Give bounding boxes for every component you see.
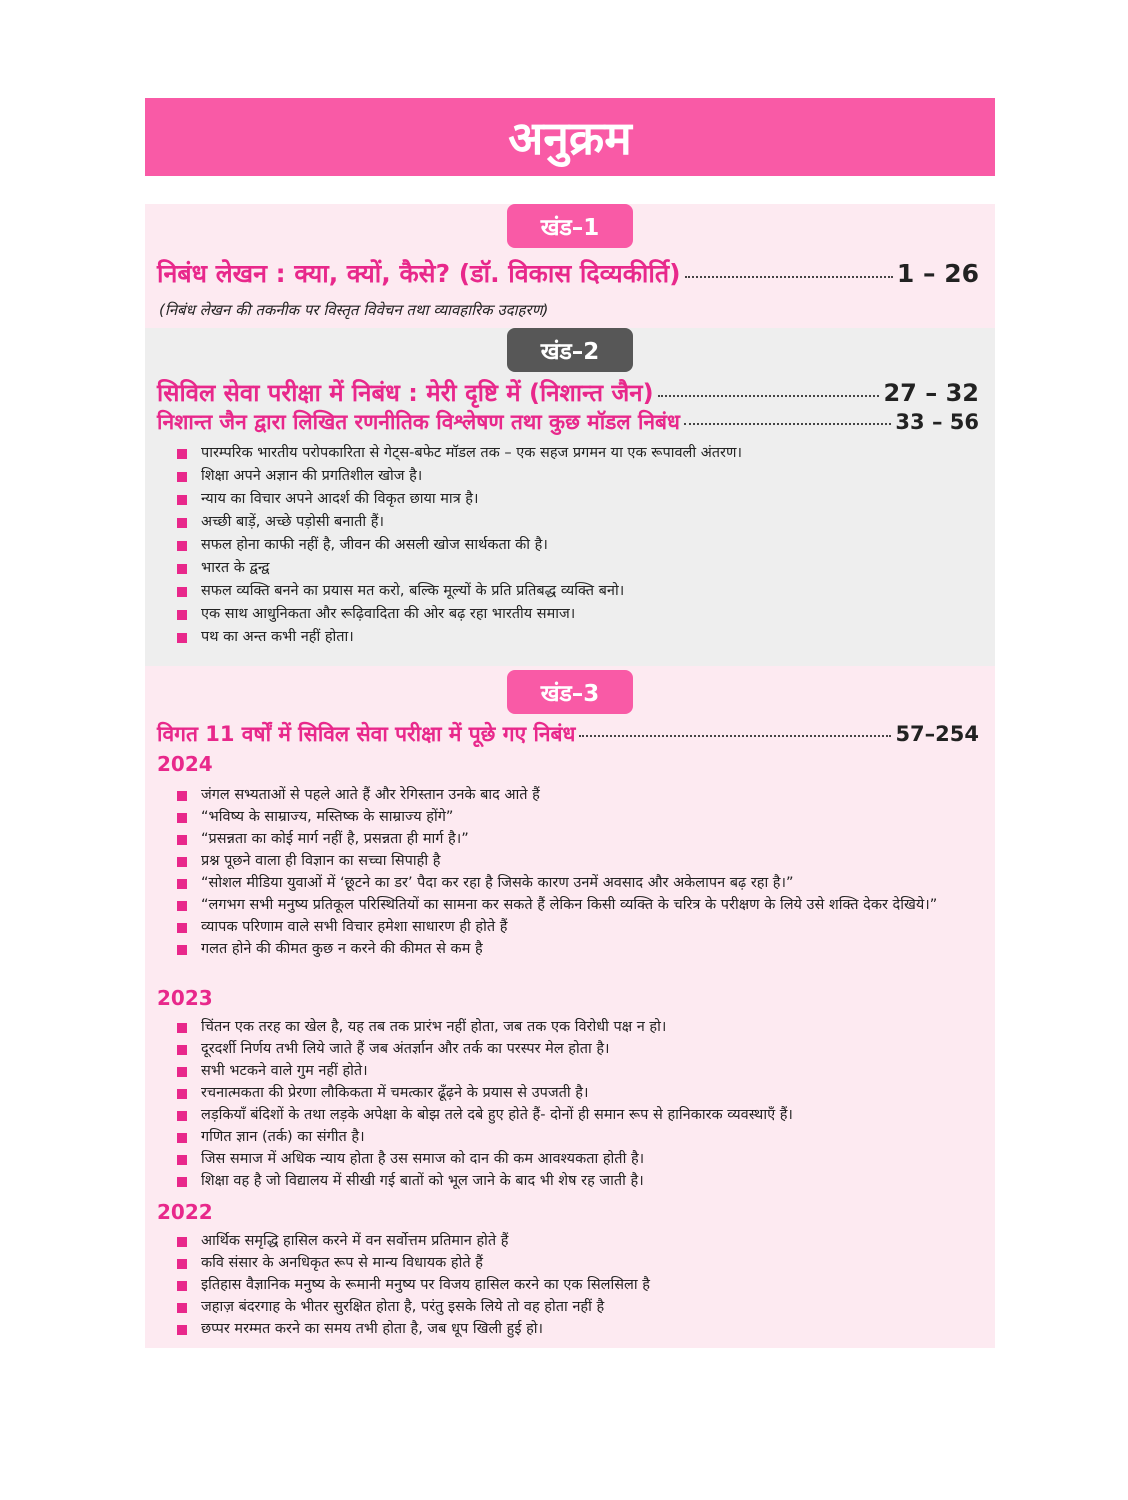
list-item: गणित ज्ञान (तर्क) का संगीत है। — [177, 1128, 985, 1146]
list-item: रचनात्मकता की प्रेरणा लौकिकता में चमत्कार ढूँढ़ने के प्रयास से उपजती है। — [177, 1084, 985, 1102]
list-item: पारम्परिक भारतीय परोपकारिता से गेट्स-बफेट मॉडल तक – एक सहज प्रगमन या एक रूपावली अंतरण। — [177, 444, 985, 462]
section-3 — [145, 666, 995, 1348]
bullet-square-icon — [177, 879, 187, 889]
bullet-square-icon — [177, 1281, 187, 1291]
year-heading-2024: 2024 — [157, 752, 213, 776]
dot-leader — [685, 276, 893, 278]
entry-title: निबंध लेखन : क्या, क्यों, कैसे? (डॉ. विकास दिव्यकीर्ति) — [157, 259, 681, 288]
bullet-square-icon — [177, 945, 187, 955]
list-item: प्रश्न पूछने वाला ही विज्ञान का सच्चा सिपाही है — [177, 852, 985, 870]
bullet-square-icon — [177, 791, 187, 801]
bullet-square-icon — [177, 1325, 187, 1335]
list-item: न्याय का विचार अपने आदर्श की विकृत छाया मात्र है। — [177, 490, 985, 508]
list-item: एक साथ आधुनिकता और रूढ़िवादिता की ओर बढ़ रहा भारतीय समाज। — [177, 605, 985, 623]
entry-title: निशान्त जैन द्वारा लिखित रणनीतिक विश्लेषण तथा कुछ मॉडल निबंध — [157, 410, 680, 434]
list-item: छप्पर मरम्मत करने का समय तभी होता है, जब धूप खिली हुई हो। — [177, 1320, 985, 1338]
entry-title: विगत 11 वर्षों में सिविल सेवा परीक्षा में पूछे गए निबंध — [157, 722, 576, 746]
list-item: व्यापक परिणाम वाले सभी विचार हमेशा साधारण ही होते हैं — [177, 918, 985, 936]
page-title-bar — [145, 98, 995, 176]
bullet-square-icon — [177, 1155, 187, 1165]
entry-pages: 57–254 — [895, 722, 979, 746]
bullet-square-icon — [177, 1133, 187, 1143]
year-2023-list — [177, 1018, 985, 1194]
list-item: गलत होने की कीमत कुछ न करने की कीमत से कम है — [177, 940, 985, 958]
list-item: सफल व्यक्ति बनने का प्रयास मत करो, बल्कि मूल्यों के प्रति प्रतिबद्ध व्यक्ति बनो। — [177, 582, 985, 600]
section-3-entry[interactable] — [157, 720, 979, 748]
page-title: अनुक्रम — [508, 111, 632, 165]
bullet-square-icon — [177, 610, 187, 620]
list-item: “लगभग सभी मनुष्य प्रतिकूल परिस्थितियों का सामना कर सकते हैं लेकिन किसी व्यक्ति के चरित्र के परीक्षण के लिये उसे शक्ति देकर देखिये।” — [177, 896, 985, 914]
entry-pages: 27 – 32 — [883, 379, 979, 407]
year-heading-2023: 2023 — [157, 986, 213, 1010]
bullet-square-icon — [177, 1023, 187, 1033]
bullet-square-icon — [177, 495, 187, 505]
bullet-square-icon — [177, 1089, 187, 1099]
list-item: पथ का अन्त कभी नहीं होता। — [177, 628, 985, 646]
section-1-entry[interactable] — [157, 256, 979, 290]
list-item: शिक्षा अपने अज्ञान की प्रगतिशील खोज है। — [177, 467, 985, 485]
list-item: “प्रसन्नता का कोई मार्ग नहीं है, प्रसन्नता ही मार्ग है।” — [177, 830, 985, 848]
list-item: इतिहास वैज्ञानिक मनुष्य के रूमानी मनुष्य पर विजय हासिल करने का एक सिलसिला है — [177, 1276, 985, 1294]
bullet-square-icon — [177, 1045, 187, 1055]
year-2024-list — [177, 786, 985, 962]
year-heading-2022: 2022 — [157, 1200, 213, 1224]
list-item: दूरदर्शी निर्णय तभी लिये जाते हैं जब अंतर्ज्ञान और तर्क का परस्पर मेल होता है। — [177, 1040, 985, 1058]
section-3-badge: खंड–3 — [507, 670, 633, 714]
bullet-square-icon — [177, 1237, 187, 1247]
bullet-square-icon — [177, 472, 187, 482]
bullet-square-icon — [177, 518, 187, 528]
dot-leader — [684, 423, 891, 425]
section-2-list — [177, 444, 985, 651]
section-1-note: (निबंध लेखन की तकनीक पर विस्तृत विवेचन तथा व्यावहारिक उदाहरण) — [159, 301, 549, 319]
entry-title: सिविल सेवा परीक्षा में निबंध : मेरी दृष्टि में (निशान्त जैन) — [157, 379, 654, 407]
section-2-badge: खंड–2 — [507, 328, 633, 372]
bullet-square-icon — [177, 1177, 187, 1187]
list-item: आर्थिक समृद्धि हासिल करने में वन सर्वोत्तम प्रतिमान होते हैं — [177, 1232, 985, 1250]
section-2 — [145, 328, 995, 666]
entry-pages: 1 – 26 — [896, 259, 979, 288]
dot-leader — [658, 395, 880, 397]
list-item: जहाज़ बंदरगाह के भीतर सुरक्षित होता है, परंतु इसके लिये तो वह होता नहीं है — [177, 1298, 985, 1316]
bullet-square-icon — [177, 449, 187, 459]
list-item: “सोशल मीडिया युवाओं में ‘छूटने का डर’ पैदा कर रहा है जिसके कारण उनमें अवसाद और अकेलापन बढ़ रहा है।” — [177, 874, 985, 892]
bullet-square-icon — [177, 901, 187, 911]
bullet-square-icon — [177, 1111, 187, 1121]
list-item: भारत के द्वन्द्व — [177, 559, 985, 577]
bullet-square-icon — [177, 813, 187, 823]
list-item: चिंतन एक तरह का खेल है, यह तब तक प्रारंभ नहीं होता, जब तक एक विरोधी पक्ष न हो। — [177, 1018, 985, 1036]
section-1-badge: खंड–1 — [507, 204, 633, 248]
section-1 — [145, 204, 995, 328]
entry-pages: 33 – 56 — [895, 410, 979, 434]
list-item: “भविष्य के साम्राज्य, मस्तिष्क के साम्राज्य होंगे” — [177, 808, 985, 826]
bullet-square-icon — [177, 633, 187, 643]
bullet-square-icon — [177, 1067, 187, 1077]
list-item: शिक्षा वह है जो विद्यालय में सीखी गई बातों को भूल जाने के बाद भी शेष रह जाती है। — [177, 1172, 985, 1190]
bullet-square-icon — [177, 541, 187, 551]
list-item: जंगल सभ्यताओं से पहले आते हैं और रेगिस्तान उनके बाद आते हैं — [177, 786, 985, 804]
list-item: सभी भटकने वाले गुम नहीं होते। — [177, 1062, 985, 1080]
list-item: कवि संसार के अनधिकृत रूप से मान्य विधायक होते हैं — [177, 1254, 985, 1272]
bullet-square-icon — [177, 564, 187, 574]
section-2-entry-2[interactable] — [157, 408, 979, 436]
list-item: सफल होना काफी नहीं है, जीवन की असली खोज सार्थकता की है। — [177, 536, 985, 554]
bullet-square-icon — [177, 857, 187, 867]
dot-leader — [579, 735, 891, 737]
list-item: जिस समाज में अधिक न्याय होता है उस समाज को दान की कम आवश्यकता होती है। — [177, 1150, 985, 1168]
year-2022-list — [177, 1232, 985, 1342]
bullet-square-icon — [177, 1259, 187, 1269]
bullet-square-icon — [177, 923, 187, 933]
list-item: लड़कियाँ बंदिशों के तथा लड़के अपेक्षा के बोझ तले दबे हुए होते हैं- दोनों ही समान रूप से हानिकारक व्यवस्थाएँ हैं। — [177, 1106, 985, 1124]
bullet-square-icon — [177, 587, 187, 597]
bullet-square-icon — [177, 1303, 187, 1313]
bullet-square-icon — [177, 835, 187, 845]
list-item: अच्छी बाड़ें, अच्छे पड़ोसी बनाती हैं। — [177, 513, 985, 531]
section-2-entry-1[interactable] — [157, 376, 979, 409]
